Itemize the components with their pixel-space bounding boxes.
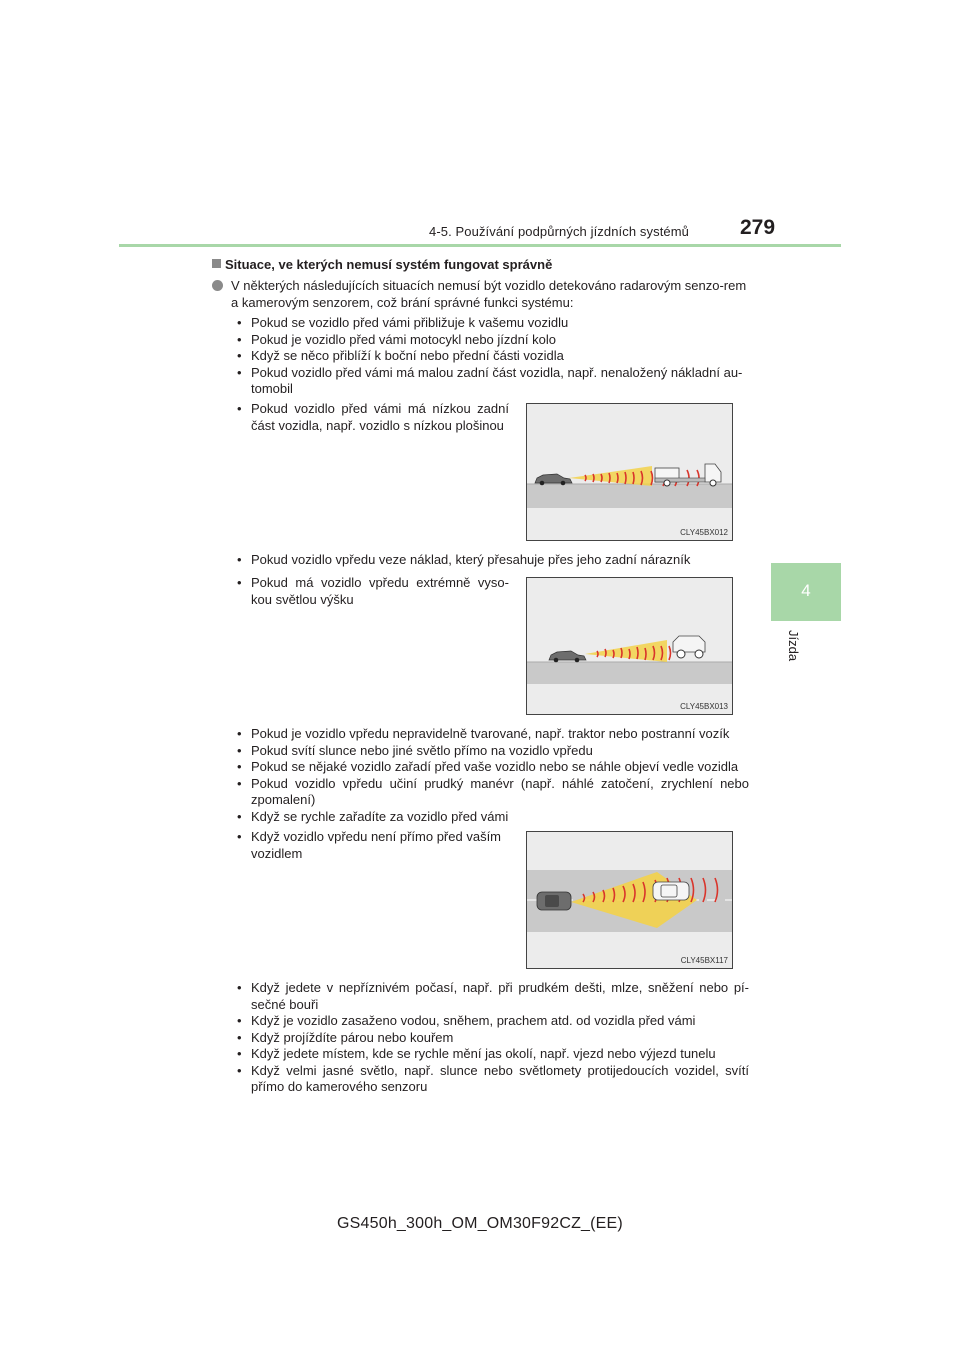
bullet-list-4 xyxy=(237,980,749,1096)
figure-code: CLY45BX012 xyxy=(680,528,728,537)
list-item: • Když je vozidlo zasaženo vodou, sněhem, prachem atd. od vozidla před vámi xyxy=(237,1013,749,1030)
list-item: • Pokud má vozidlo vpředu extrémně vyso-kou světlou výšku xyxy=(237,575,509,608)
square-bullet-icon xyxy=(212,259,221,268)
list-item: • Když jedete místem, kde se rychle mění jas okolí, např. vjezd nebo výjezd tunelu xyxy=(237,1046,749,1063)
high-clearance-illustration xyxy=(527,578,732,714)
list-item: • Pokud se vozidlo před vámi přibližuje k vašemu vozidlu xyxy=(237,315,749,332)
list-item: • Když se něco přiblíží k boční nebo přední části vozidla xyxy=(237,348,749,365)
lead-paragraph xyxy=(231,277,749,311)
list-item: • Když jedete v nepříznivém počasí, např. při prudkém dešti, mlze, sněžení nebo pí-sečné bouři xyxy=(237,980,749,1013)
own-car-top-icon xyxy=(537,892,571,910)
bullet-list-3 xyxy=(237,726,749,825)
figure-low-rear-truck xyxy=(526,403,733,541)
document-code: GS450h_300h_OM_OM30F92CZ_(EE) xyxy=(337,1215,623,1232)
chapter-number: 4 xyxy=(801,581,811,600)
figure-high-clearance-vehicle xyxy=(526,577,733,715)
list-item: • Když projíždíte párou nebo kouřem xyxy=(237,1030,749,1047)
header-rule xyxy=(119,244,841,247)
list-item: • Pokud vozidlo vpředu veze náklad, který přesahuje přes jeho zadní nárazník xyxy=(237,552,749,569)
page-number: 279 xyxy=(740,216,776,239)
list-item: • Pokud vozidlo vpředu učiní prudký manévr (např. náhlé zatočení, zrychlení nebo zpomalení) xyxy=(237,776,749,809)
list-item: • Pokud vozidlo před vámi má nízkou zadní část vozidla, např. vozidlo s nízkou plošinou xyxy=(237,401,509,434)
chapter-label xyxy=(781,630,805,670)
list-item: • Když vozidlo vpředu není přímo před vaším vozidlem xyxy=(237,829,509,862)
list-item: • Pokud se nějaké vozidlo zařadí před vaše vozidlo nebo se náhle objeví vedle vozidla xyxy=(237,759,749,776)
list-item: • Pokud vozidlo před vámi má malou zadní část vozidla, např. nenaložený nákladní au-tomobil xyxy=(237,365,749,398)
figure-1-caption xyxy=(237,401,509,434)
section-title: 4-5. Používání podpůrných jízdních systémů xyxy=(429,224,690,239)
chapter-tab xyxy=(771,563,841,621)
own-car-icon xyxy=(549,651,586,662)
list-item: • Když velmi jasné světlo, např. slunce nebo světlomety protijedoucích vozidel, svítí přímo do kamerového senzoru xyxy=(237,1063,749,1096)
section-heading xyxy=(212,257,552,272)
bullet-list-1 xyxy=(237,315,749,398)
list-item: • Pokud je vozidlo před vámi motocykl nebo jízdní kolo xyxy=(237,332,749,349)
bullet-list-2 xyxy=(237,552,749,569)
low-rear-truck-illustration xyxy=(527,404,732,540)
figure-offset-vehicle xyxy=(526,831,733,969)
lead-text: V některých následujících situacích nemusí být vozidlo detekováno radarovým senzo-rem a kamerovým senzorem, což brání správné funkci systému: xyxy=(231,278,747,310)
round-bullet-icon xyxy=(212,280,223,291)
list-item: • Pokud svítí slunce nebo jiné světlo přímo na vozidlo vpředu xyxy=(237,743,749,760)
figure-code: CLY45BX013 xyxy=(680,702,728,711)
offset-car-top-icon xyxy=(653,882,689,900)
list-item: • Pokud je vozidlo vpředu nepravidelně tvarované, např. traktor nebo postranní vozík xyxy=(237,726,749,743)
chapter-label-text: Jízda xyxy=(786,630,801,662)
suv-icon xyxy=(673,636,705,658)
figure-3-caption xyxy=(237,829,509,862)
offset-vehicle-illustration xyxy=(527,832,732,968)
figure-code: CLY45BX117 xyxy=(680,956,728,965)
figure-2-caption xyxy=(237,575,509,608)
section-heading-text: Situace, ve kterých nemusí systém fungovat správně xyxy=(225,257,553,272)
list-item: • Když se rychle zařadíte za vozidlo před vámi xyxy=(237,809,749,826)
